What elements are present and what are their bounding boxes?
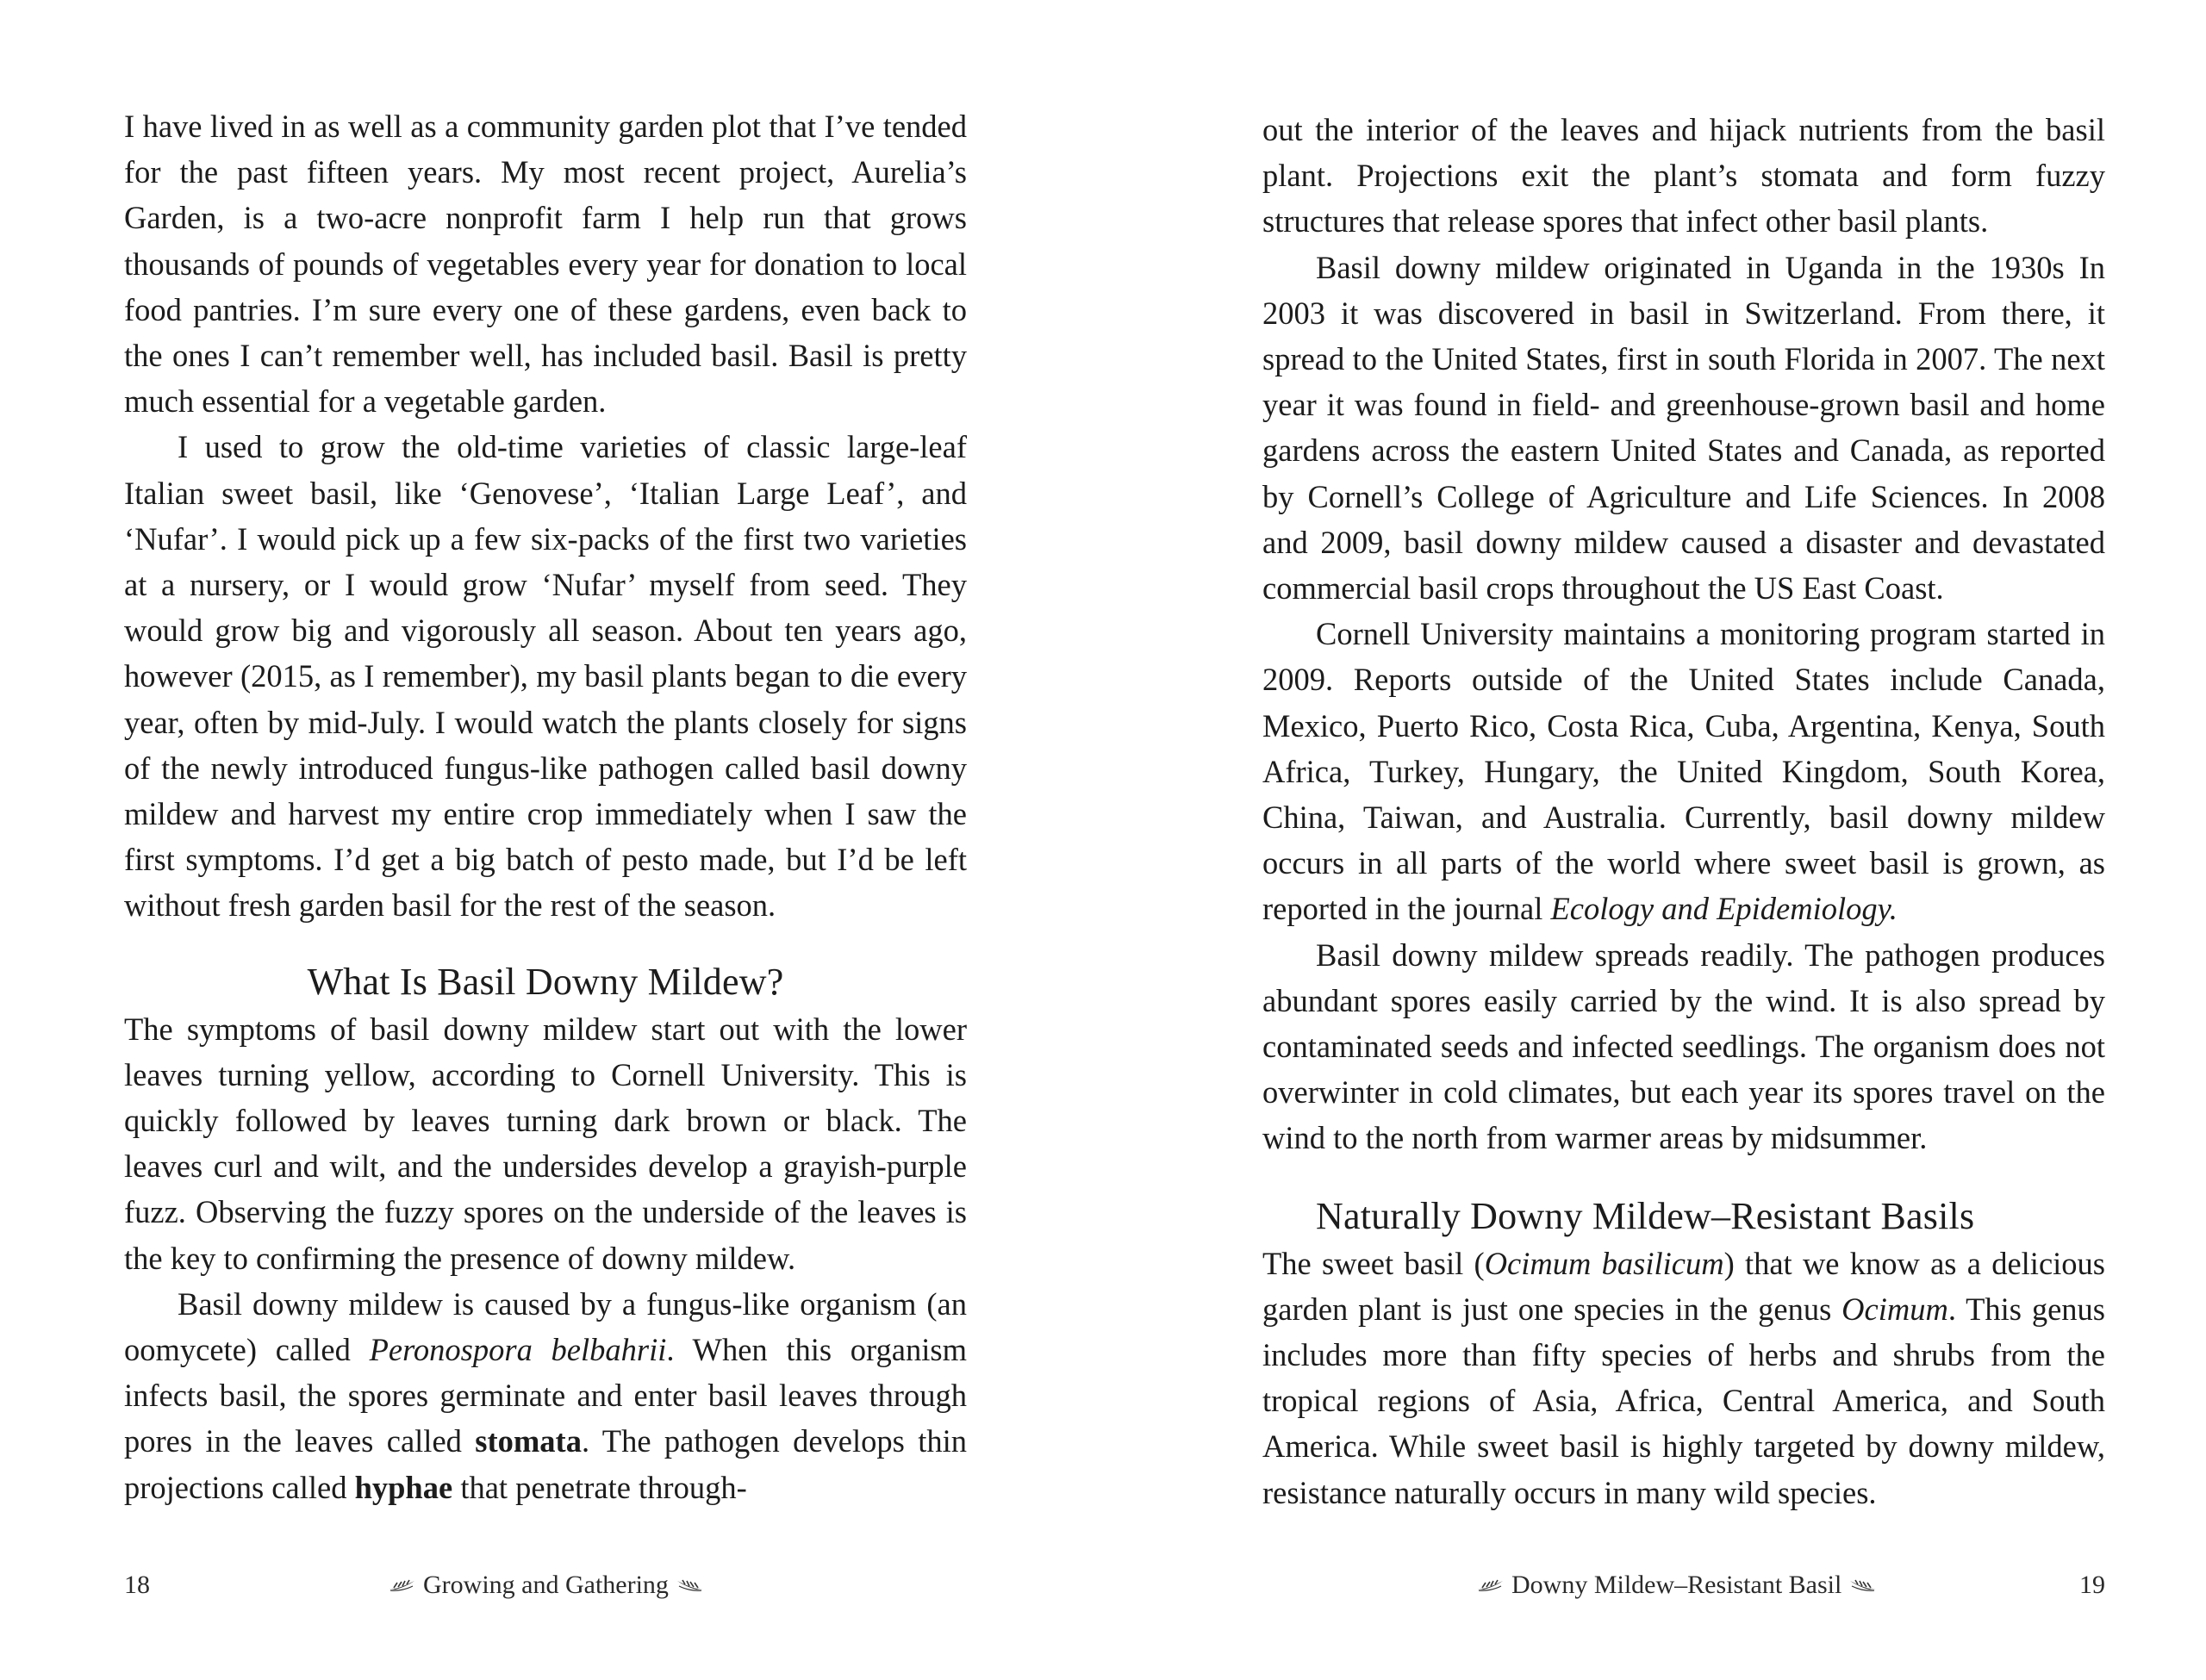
leaf-ornament-icon: [676, 1577, 705, 1594]
text-run: The sweet basil (: [1262, 1245, 1485, 1281]
paragraph: The symptoms of basil downy mildew start out with the lower leaves turning yellow, according to Cornell University. This is quickly followed by leaves turning dark brown or black. The leaves curl and wilt, and the undersides develop a grayish-purple fuzz. Observing the fuzzy spores on the underside of the leaves is the key to confirming the presence of downy mildew.: [124, 1011, 967, 1276]
italic-term: Peronospora belbahrii: [369, 1332, 667, 1368]
page-number: 19: [2079, 1571, 2105, 1599]
running-head: [1475, 1568, 1878, 1602]
right-page-text: [1262, 107, 2105, 1515]
bold-term: stomata: [475, 1423, 582, 1459]
text-run: Basil downy mildew is caused by a fungus-like organism (an oomycete) called: [124, 1285, 967, 1368]
running-head-title: Downy Mildew–Resistant Basil: [1511, 1571, 1842, 1599]
paragraph: [124, 1281, 967, 1510]
text-run: . The pathogen develops thin projections called: [124, 1423, 968, 1505]
paragraph: out the interior of the leaves and hijack nutrients from the basil plant. Projections exit the plant’s stomata and form fuzzy structures that release spores that infect other basil plants.: [1262, 112, 2105, 240]
paragraph: Basil downy mildew spreads readily. The pathogen produces abundant spores easily carried by the wind. It is also spread by contaminated seeds and infected seedlings. The organism does not overwinter in cold climates, but each year its spores travel on the wind to the north from warmer areas by midsummer.: [1262, 936, 2105, 1156]
leaf-ornament-icon: [1848, 1577, 1878, 1594]
page-number: 18: [124, 1571, 150, 1599]
bold-term: hyphae: [354, 1469, 453, 1505]
running-head-title: Growing and Gathering: [423, 1571, 669, 1599]
text-run: that penetrate through-: [452, 1469, 747, 1505]
left-page-text: [124, 103, 967, 1510]
section-heading: Naturally Downy Mildew–Resistant Basils: [1316, 1194, 1975, 1237]
text-run: . When this organism infects basil, the spores germinate and enter basil leaves through pores in the leaves called: [124, 1332, 967, 1459]
paragraph: I have lived in as well as a community garden plot that I’ve tended for the past fifteen years. My most recent project, Aurelia’s Garden, is a two-acre nonprofit farm I help run that grows thousands of pounds of vegetables every year for donation to local food pantries. I’m sure every one of these gardens, even back to the ones I can’t remember well, has included basil. Basil is pretty much essential for a vegetable garden.: [124, 109, 967, 420]
leaf-ornament-icon: [1475, 1577, 1505, 1594]
italic-term: Ecology and Epidemiology.: [1550, 891, 1898, 927]
left-page: [124, 0, 967, 1680]
right-page: [1262, 0, 2105, 1680]
text-run: ) that we know as a delicious garden plant is just one species in the genus: [1262, 1245, 2105, 1327]
text-run: . This genus includes more than fifty species of herbs and shrubs from the tropical regions of Asia, Africa, Central America, and South America. While sweet basil is highly targeted by downy mildew, resistance naturally occurs in many wild species.: [1262, 1291, 2105, 1510]
paragraph: [1262, 1241, 2105, 1515]
italic-term: Ocimum: [1841, 1291, 1948, 1327]
paragraph: [1262, 611, 2105, 931]
leaf-ornament-icon: [387, 1577, 416, 1594]
text-run: Cornell University maintains a monitoring program started in 2009. Reports outside of the United States include Canada, Mexico, Puerto Rico, Costa Rica, Cuba, Argentina, Kenya, South Africa, Turkey, Hungary, the United Kingdom, South Korea, China, Taiwan, and Australia. Currently, basil downy mildew occurs in all parts of the world where sweet basil is grown, as reported in the journal: [1262, 616, 2105, 927]
paragraph: Basil downy mildew originated in Uganda in the 1930s In 2003 it was discovered in basil in Switzerland. From there, it spread to the United States, first in south Florida in 2007. The next year it was found in field- and greenhouse-grown basil and home gardens across the eastern United States and Canada, as reported by Cornell’s College of Agriculture and Life Sciences. In 2008 and 2009, basil downy mildew caused a disaster and devastated commercial basil crops throughout the US East Coast.: [1262, 249, 2105, 607]
italic-term: Ocimum basilicum: [1484, 1245, 1724, 1281]
paragraph: I used to grow the old-time varieties of classic large-leaf Italian sweet basil, like ‘Genovese’, ‘Italian Large Leaf’, and ‘Nufar’. I would pick up a few six-packs of the first two varieties at a nursery, or I would grow ‘Nufar’ myself from seed. They would grow big and vigorously all season. About ten years ago, however (2015, as I remember), my basil plants began to die every year, often by mid-July. I would watch the plants closely for signs of the newly introduced fungus-like pathogen called basil downy mildew and harvest my entire crop immediately when I saw the first symptoms. I’d get a big batch of pesto made, but I’d be left without fresh garden basil for the rest of the season.: [124, 429, 967, 924]
running-head: [387, 1568, 705, 1602]
section-heading: What Is Basil Downy Mildew?: [307, 960, 784, 1003]
